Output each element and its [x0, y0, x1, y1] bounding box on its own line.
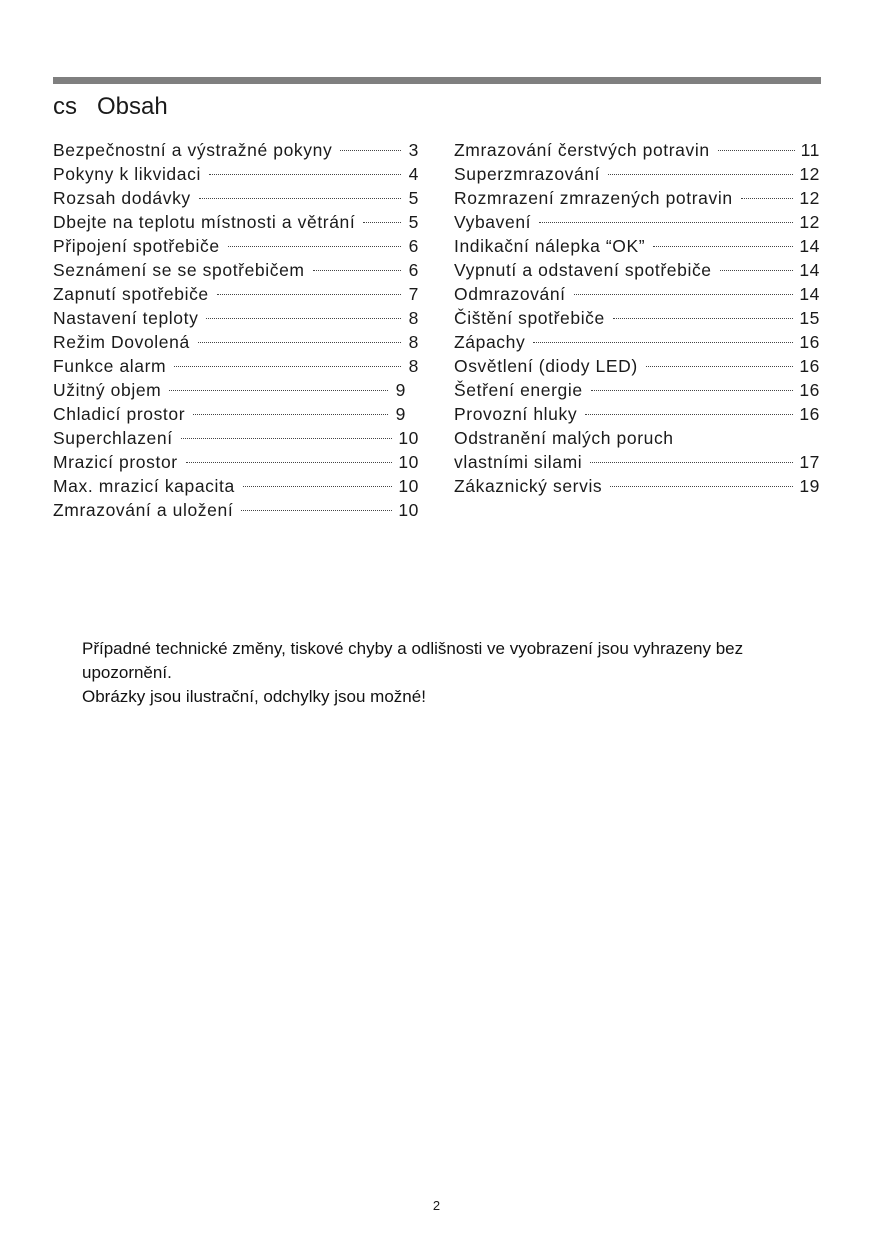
toc-entry[interactable] [454, 138, 820, 162]
toc-entry[interactable] [454, 282, 820, 306]
toc-entry-title: vlastními silami [454, 452, 583, 472]
toc-entry-page: 12 [799, 164, 820, 184]
toc-entry-title: Zákaznický servis [454, 476, 603, 496]
toc-entry[interactable] [53, 234, 419, 258]
toc-entry[interactable] [53, 282, 419, 306]
toc-entry-page: 8 [408, 332, 419, 352]
toc-leader [209, 174, 401, 175]
toc-entry-title: Zmrazování a uložení [53, 500, 234, 520]
toc-entry-title: Chladicí prostor [53, 404, 186, 424]
title-text: Obsah [97, 93, 168, 120]
toc-entry[interactable] [53, 426, 419, 450]
toc-leader [574, 294, 794, 295]
toc-right-column [454, 138, 820, 498]
toc-leader [718, 150, 795, 151]
toc-entry-title: Provozní hluky [454, 404, 578, 424]
toc-entry-page: 16 [799, 356, 820, 376]
toc-entry-page: 12 [799, 212, 820, 232]
toc-entry-title: Mrazicí prostor [53, 452, 178, 472]
toc-entry-title: Dbejte na teplotu místnosti a větrání [53, 212, 356, 232]
toc-entry-title: Zápachy [454, 332, 526, 352]
toc-entry-page: 12 [799, 188, 820, 208]
toc-entry[interactable] [454, 162, 820, 186]
toc-entry-page: 14 [799, 260, 820, 280]
toc-entry-page: 16 [799, 404, 820, 424]
toc-entry[interactable] [53, 354, 419, 378]
toc-leader [228, 246, 401, 247]
toc-entry-title: Vypnutí a odstavení spotřebiče [454, 260, 712, 280]
toc-entry-page: 10 [398, 428, 419, 448]
toc-leader [241, 510, 392, 511]
toc-leader [198, 342, 401, 343]
toc-entry[interactable] [53, 474, 419, 498]
toc-leader [181, 438, 393, 439]
toc-entry-title: Vybavení [454, 212, 532, 232]
toc-entry[interactable] [53, 306, 419, 330]
toc-entry-title: Superzmrazování [454, 164, 601, 184]
toc-entry-page: 7 [408, 284, 419, 304]
toc-leader [653, 246, 793, 247]
toc-entry[interactable] [454, 234, 820, 258]
toc-leader [174, 366, 401, 367]
toc-entry-title: Šetření energie [454, 380, 583, 400]
disclaimer-line-2: Obrázky jsou ilustrační, odchylky jsou možné! [82, 687, 426, 706]
toc-entry-title: Nastavení teploty [53, 308, 199, 328]
toc-entry[interactable] [53, 258, 419, 282]
toc-entry-page: 5 [408, 212, 419, 232]
toc-entry[interactable] [454, 474, 820, 498]
disclaimer-notice [82, 637, 782, 709]
toc-entry-title: Bezpečnostní a výstražné pokyny [53, 140, 333, 160]
toc-leader [720, 270, 794, 271]
toc-leader [363, 222, 401, 223]
toc-entry-title: Zmrazování čerstvých potravin [454, 140, 710, 160]
toc-leader [193, 414, 388, 415]
toc-entry-title: Pokyny k likvidaci [53, 164, 201, 184]
toc-entry[interactable] [454, 378, 820, 402]
toc-leader [206, 318, 401, 319]
toc-entry[interactable] [454, 186, 820, 210]
toc-entry[interactable] [454, 354, 820, 378]
toc-entry-page: 10 [398, 452, 419, 472]
toc-leader [741, 198, 794, 199]
toc-entry[interactable] [53, 210, 419, 234]
header-rule [53, 77, 821, 84]
toc-entry[interactable] [53, 498, 419, 522]
toc-entry[interactable] [454, 402, 820, 426]
toc-entry[interactable] [53, 138, 419, 162]
toc-leader [646, 366, 794, 367]
toc-entry-page: 16 [799, 380, 820, 400]
toc-entry-page: 17 [799, 452, 820, 472]
toc-leader [199, 198, 401, 199]
toc-entry[interactable] [454, 306, 820, 330]
toc-entry-page: 14 [799, 236, 820, 256]
toc-leader [590, 462, 793, 463]
toc-entry[interactable] [454, 450, 820, 474]
toc-entry-page: 6 [408, 260, 419, 280]
toc-entry-title: Připojení spotřebiče [53, 236, 220, 256]
toc-entry-page: 9 [395, 380, 406, 400]
toc-leader [217, 294, 401, 295]
toc-left-column [53, 138, 419, 522]
toc-entry-title: Čištění spotřebiče [454, 308, 605, 328]
toc-entry-page: 9 [395, 404, 406, 424]
toc-entry-page: 6 [408, 236, 419, 256]
toc-entry[interactable] [53, 402, 406, 426]
toc-leader [610, 486, 793, 487]
toc-entry-title: Funkce alarm [53, 356, 167, 376]
toc-entry[interactable] [454, 330, 820, 354]
toc-entry[interactable] [53, 330, 419, 354]
page-number: 2 [432, 1198, 441, 1213]
toc-entry[interactable] [454, 210, 820, 234]
toc-entry-page: 8 [408, 356, 419, 376]
toc-entry[interactable] [53, 450, 419, 474]
toc-entry-page: 19 [799, 476, 820, 496]
toc-entry[interactable] [53, 378, 406, 402]
toc-entry-page: 15 [799, 308, 820, 328]
toc-leader [591, 390, 794, 391]
toc-entry[interactable] [53, 186, 419, 210]
toc-entry-title: Rozmrazení zmrazených potravin [454, 188, 733, 208]
toc-entry-title: Rozsah dodávky [53, 188, 191, 208]
toc-entry-title: Užitný objem [53, 380, 162, 400]
toc-entry[interactable] [53, 162, 419, 186]
toc-leader [340, 150, 401, 151]
toc-leader [539, 222, 793, 223]
page-title [53, 92, 168, 122]
toc-leader [313, 270, 401, 271]
toc-entry-page: 11 [800, 140, 820, 160]
toc-entry-title: Odmrazování [454, 284, 566, 304]
language-code: cs [53, 93, 77, 120]
toc-entry[interactable] [454, 426, 820, 450]
toc-entry-page: 5 [408, 188, 419, 208]
toc-entry-page: 10 [398, 476, 419, 496]
toc-entry-title: Max. mrazicí kapacita [53, 476, 235, 496]
toc-entry-page: 4 [408, 164, 419, 184]
toc-entry-title: Superchlazení [53, 428, 173, 448]
toc-entry-page: 16 [799, 332, 820, 352]
toc-leader [243, 486, 393, 487]
toc-leader [169, 390, 388, 391]
toc-entry-title: Odstranění malých poruch [454, 428, 674, 448]
disclaimer-line-1: Případné technické změny, tiskové chyby a odlišnosti ve vyobrazení jsou vyhrazeny bez upozornění. [82, 639, 744, 682]
toc-leader [608, 174, 793, 175]
toc-leader [533, 342, 793, 343]
toc-entry-title: Seznámení se se spotřebičem [53, 260, 305, 280]
toc-entry[interactable] [454, 258, 820, 282]
toc-entry-title: Indikační nálepka “OK” [454, 236, 646, 256]
toc-entry-title: Zapnutí spotřebiče [53, 284, 209, 304]
toc-entry-page: 14 [799, 284, 820, 304]
toc-leader [186, 462, 393, 463]
toc-entry-title: Osvětlení (diody LED) [454, 356, 638, 376]
toc-leader [613, 318, 793, 319]
toc-entry-page: 10 [398, 500, 419, 520]
toc-entry-title: Režim Dovolená [53, 332, 190, 352]
toc-leader [585, 414, 793, 415]
toc-entry-page: 3 [408, 140, 419, 160]
toc-entry-page: 8 [408, 308, 419, 328]
